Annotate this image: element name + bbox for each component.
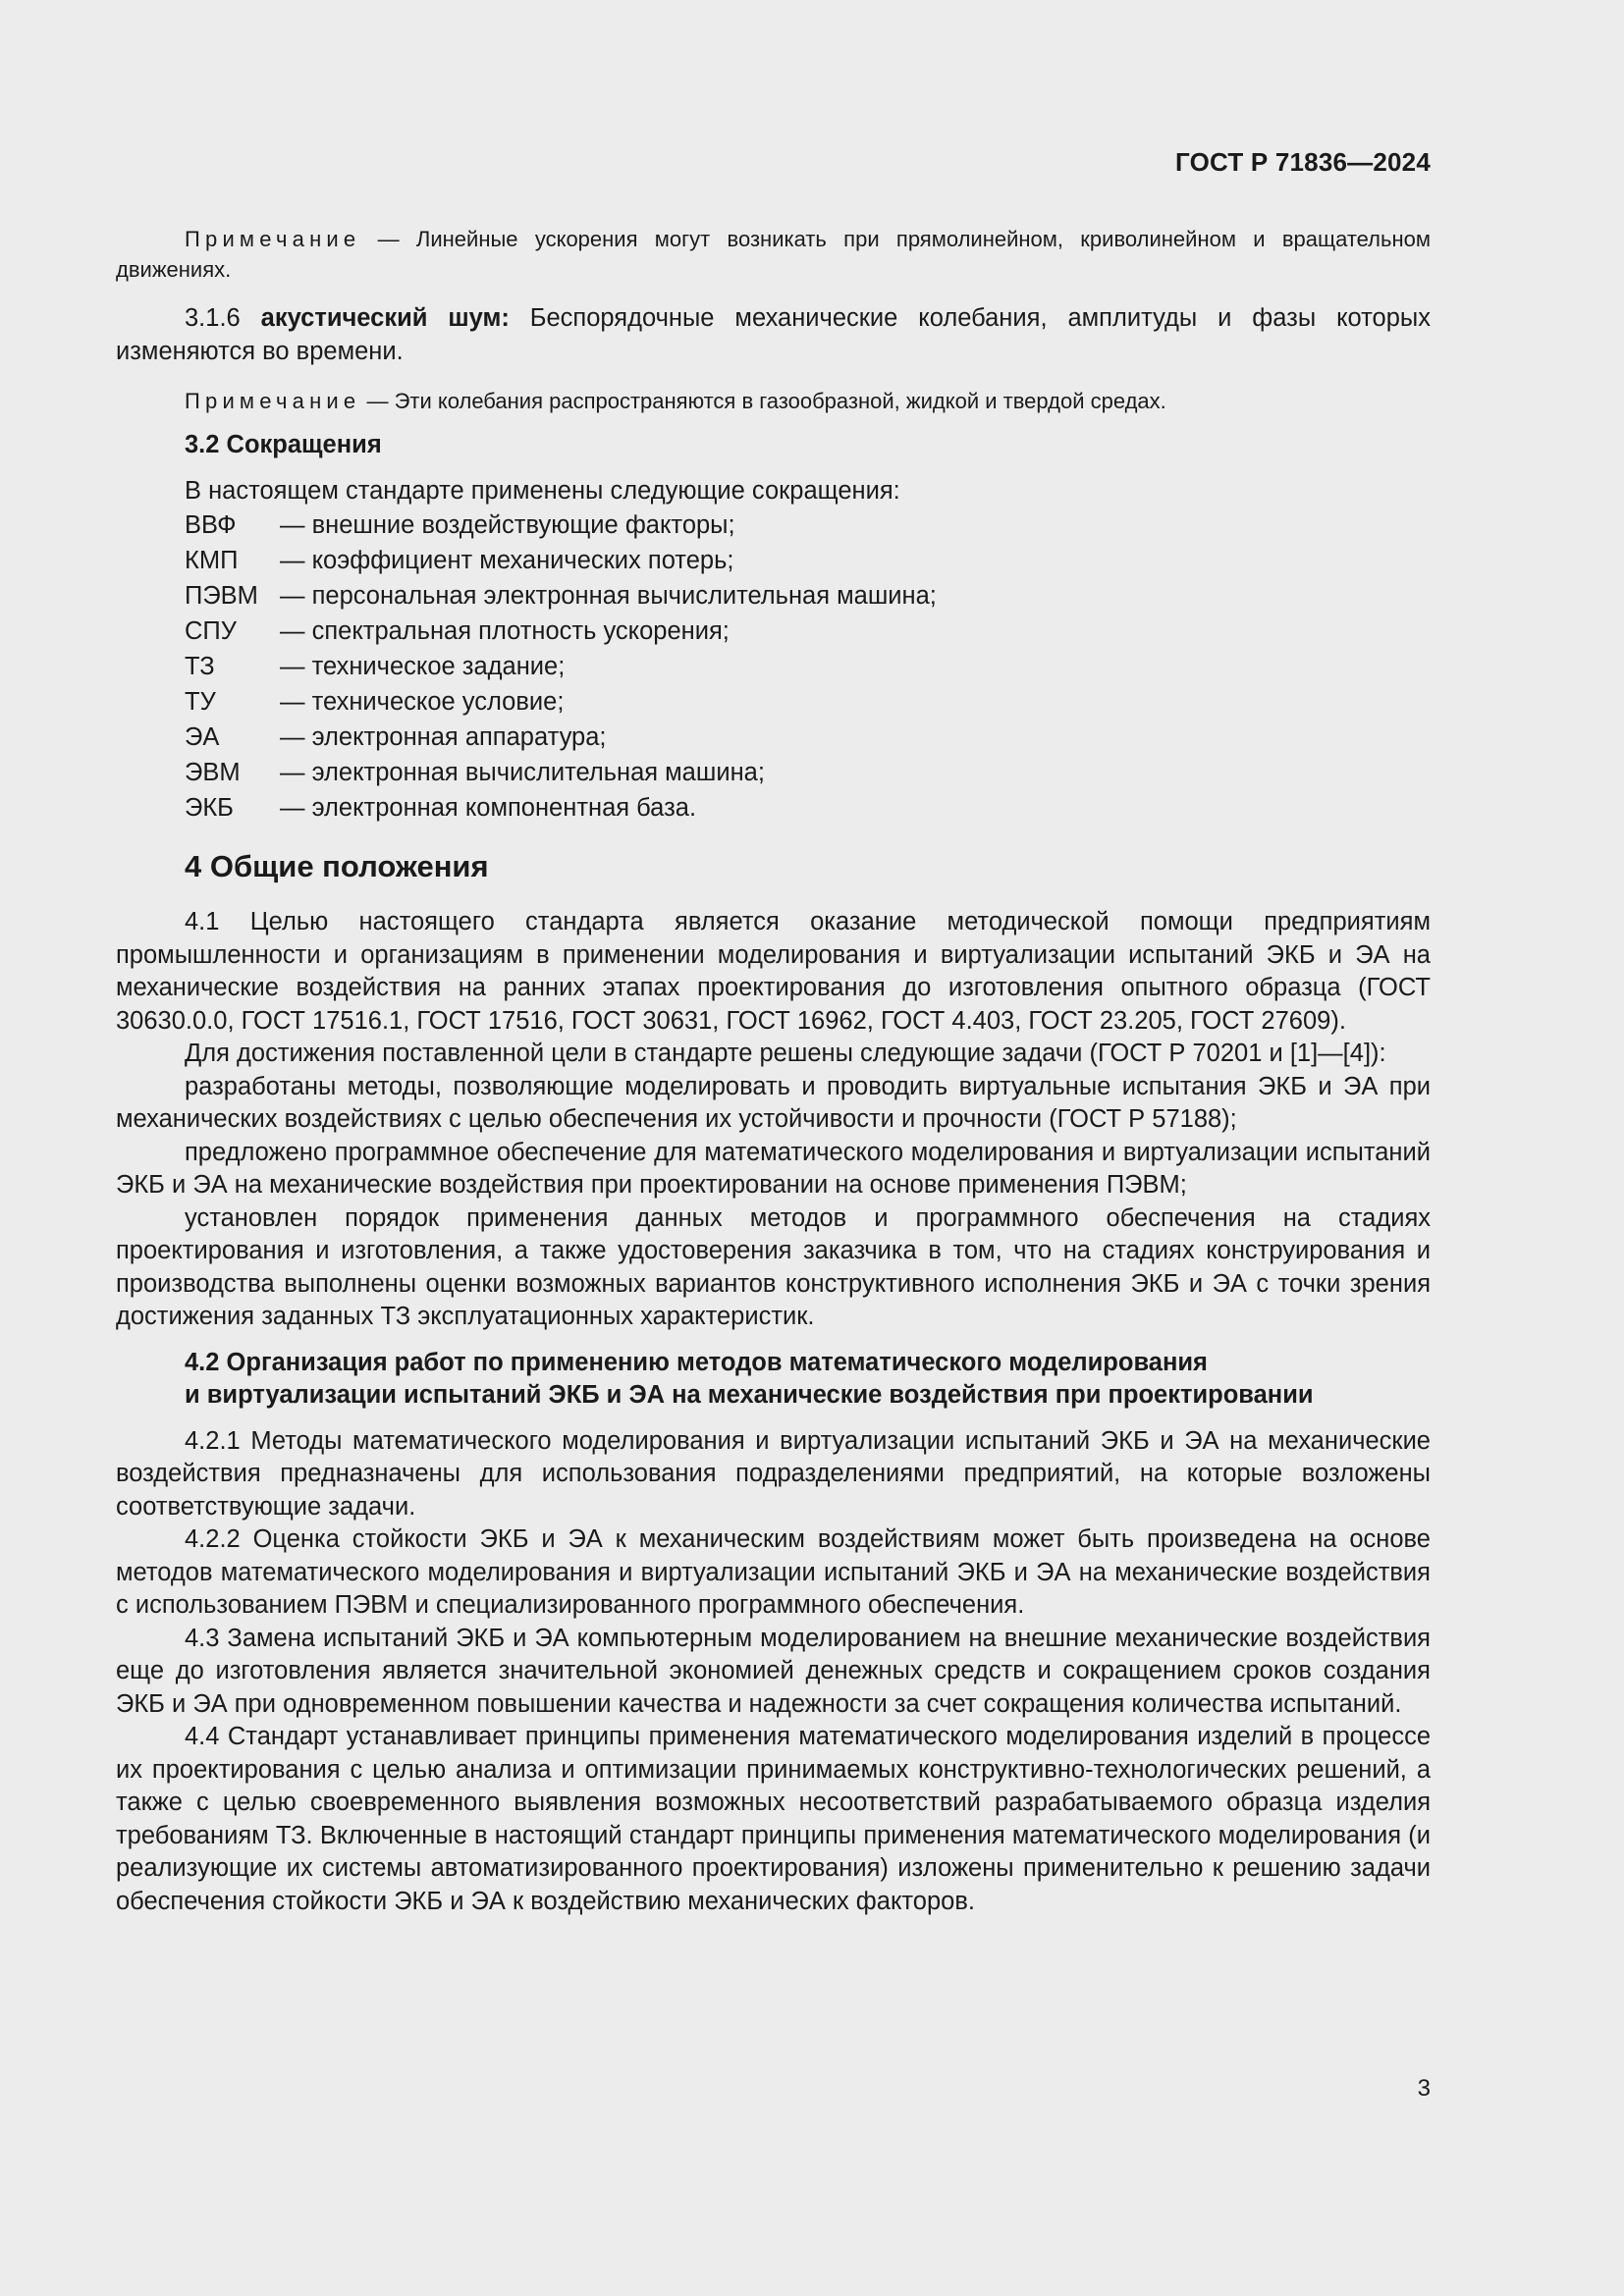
abbreviation-item <box>185 684 1431 720</box>
term-acoustic-noise <box>116 302 1431 368</box>
abbreviation-term: ТУ <box>185 688 216 716</box>
abbreviation-definition: — техническое задание; <box>280 653 566 680</box>
paragraph-task-2: предложено программное обеспечение для математического моделирования и виртуализации испытаний ЭКБ и ЭА на механические воздействия при проектировании на основе применения ПЭВМ; <box>116 1138 1431 1199</box>
note-oscillations <box>116 386 1431 416</box>
document-page <box>116 0 1431 2296</box>
section-4-2-heading-line-1: 4.2 Организация работ по применению методов математического моделирования <box>185 1348 1208 1376</box>
term-name: акустический шум: <box>260 304 510 332</box>
note-linear-acceleration <box>116 224 1431 285</box>
section-4-2-heading <box>116 1347 1431 1413</box>
paragraph-task-3: установлен порядок применения данных методов и программного обеспечения на стадиях проектирования и изготовления, а также удостоверения заказчика в том, что на стадиях конструирования и производства выполнены оценки возможных вариантов конструктивного исполнения ЭКБ и ЭА с точки зрения достижения заданных ТЗ эксплуатационных характеристик. <box>116 1203 1431 1330</box>
abbreviation-item <box>185 649 1431 684</box>
paragraph-tasks-intro: Для достижения поставленной цели в стандарте решены следующие задачи (ГОСТ Р 70201 и [1]—[4]): <box>185 1040 1386 1067</box>
note-label: Примечание <box>185 389 361 413</box>
abbreviation-item <box>185 578 1431 614</box>
abbreviation-definition: — спектральная плотность ускорения; <box>280 617 730 645</box>
abbreviation-term: ЭВМ <box>185 759 241 786</box>
abbreviation-term: ПЭВМ <box>185 582 258 610</box>
abbreviation-definition: — внешние воздействующие факторы; <box>280 511 735 539</box>
note-text: — Эти колебания распространяются в газообразной, жидкой и твердой средах. <box>360 389 1166 413</box>
abbreviation-term: СПУ <box>185 617 237 645</box>
page-content <box>116 224 1431 1918</box>
section-4-2-heading-line-2: и виртуализации испытаний ЭКБ и ЭА на механические воздействия при проектировании <box>185 1381 1314 1409</box>
abbreviations-list <box>116 507 1431 826</box>
abbreviation-item <box>185 720 1431 755</box>
abbreviation-item <box>185 507 1431 543</box>
abbreviation-item <box>185 755 1431 790</box>
abbreviation-term: КМП <box>185 547 239 574</box>
term-definition: Беспорядочные механические колебания, амплитуды и фазы которых изменяются во времени. <box>116 304 1431 365</box>
abbreviation-item <box>185 790 1431 826</box>
note-label: Примечание <box>185 227 361 251</box>
paragraph-task-1: разработаны методы, позволяющие моделировать и проводить виртуальные испытания ЭКБ и ЭА при механических воздействиях с целью обеспечения их устойчивости и прочности (ГОСТ Р 57188); <box>116 1072 1431 1133</box>
abbreviation-definition: — персональная электронная вычислительная машина; <box>280 582 937 610</box>
abbreviation-term: ТЗ <box>185 653 215 680</box>
abbreviation-item <box>185 614 1431 649</box>
abbreviation-item <box>185 543 1431 578</box>
abbreviation-term: ЭА <box>185 723 220 751</box>
section-4-heading: 4 Общие положения <box>185 849 489 883</box>
abbreviation-definition: — техническое условие; <box>280 688 565 716</box>
abbreviation-definition: — электронная аппаратура; <box>280 723 607 751</box>
paragraph-4-1: 4.1 Целью настоящего стандарта является оказание методической помощи предприятиям промышленности и организациям в применении моделирования и виртуализации испытаний ЭКБ и ЭА на механические воздействия на ранних этапах проектирования до изготовления опытного образца (ГОСТ 30630.0.0, ГОСТ 17516.1, ГОСТ 17516, ГОСТ 30631, ГОСТ 16962, ГОСТ 4.403, ГОСТ 23.205, ГОСТ 27609). <box>116 908 1431 1035</box>
page-number: 3 <box>1417 2075 1431 2102</box>
abbreviation-definition: — электронная компонентная база. <box>280 794 697 822</box>
abbreviation-definition: — коэффициент механических потерь; <box>280 547 734 574</box>
document-code: ГОСТ Р 71836—2024 <box>1175 147 1431 177</box>
abbreviation-definition: — электронная вычислительная машина; <box>280 759 765 786</box>
abbreviations-intro: В настоящем стандарте применены следующие сокращения: <box>185 476 900 505</box>
abbreviation-term: ВВФ <box>185 511 237 539</box>
section-3-2-heading: 3.2 Сокращения <box>185 431 382 458</box>
paragraph-4-3: 4.3 Замена испытаний ЭКБ и ЭА компьютерным моделированием на внешние механические воздействия еще до изготовления является значительной экономией денежных средств и сокращением сроков создания ЭКБ и ЭА при одновременном повышении качества и надежности за счет сокращения количества испытаний. <box>116 1624 1431 1718</box>
paragraph-4-4: 4.4 Стандарт устанавливает принципы применения математического моделирования изделий в процессе их проектирования с целью анализа и оптимизации принимаемых конструктивно-технологических решений, а также с целью своевременного выявления возможных несоответствий разрабатываемого образца изделия требованиям ТЗ. Включенные в настоящий стандарт принципы применения математического моделирования (и реализующие их системы автоматизированного проектирования) изложены применительно к решению задачи обеспечения стойкости ЭКБ и ЭА к воздействию механических факторов. <box>116 1723 1431 1915</box>
paragraph-4-2-1: 4.2.1 Методы математического моделирования и виртуализации испытаний ЭКБ и ЭА на механические воздействия предназначены для использования подразделениями предприятий, на которые возложены соответствующие задачи. <box>116 1426 1431 1521</box>
term-number: 3.1.6 <box>185 304 261 332</box>
note-text: — Линейные ускорения могут возникать при прямолинейном, криволинейном и вращательном движениях. <box>116 227 1431 282</box>
paragraph-4-2-2: 4.2.2 Оценка стойкости ЭКБ и ЭА к механическим воздействиям может быть произведена на основе методов математического моделирования и виртуализации испытаний ЭКБ и ЭА на механические воздействия с использованием ПЭВМ и специализированного программного обеспечения. <box>116 1525 1431 1619</box>
abbreviation-term: ЭКБ <box>185 794 234 822</box>
